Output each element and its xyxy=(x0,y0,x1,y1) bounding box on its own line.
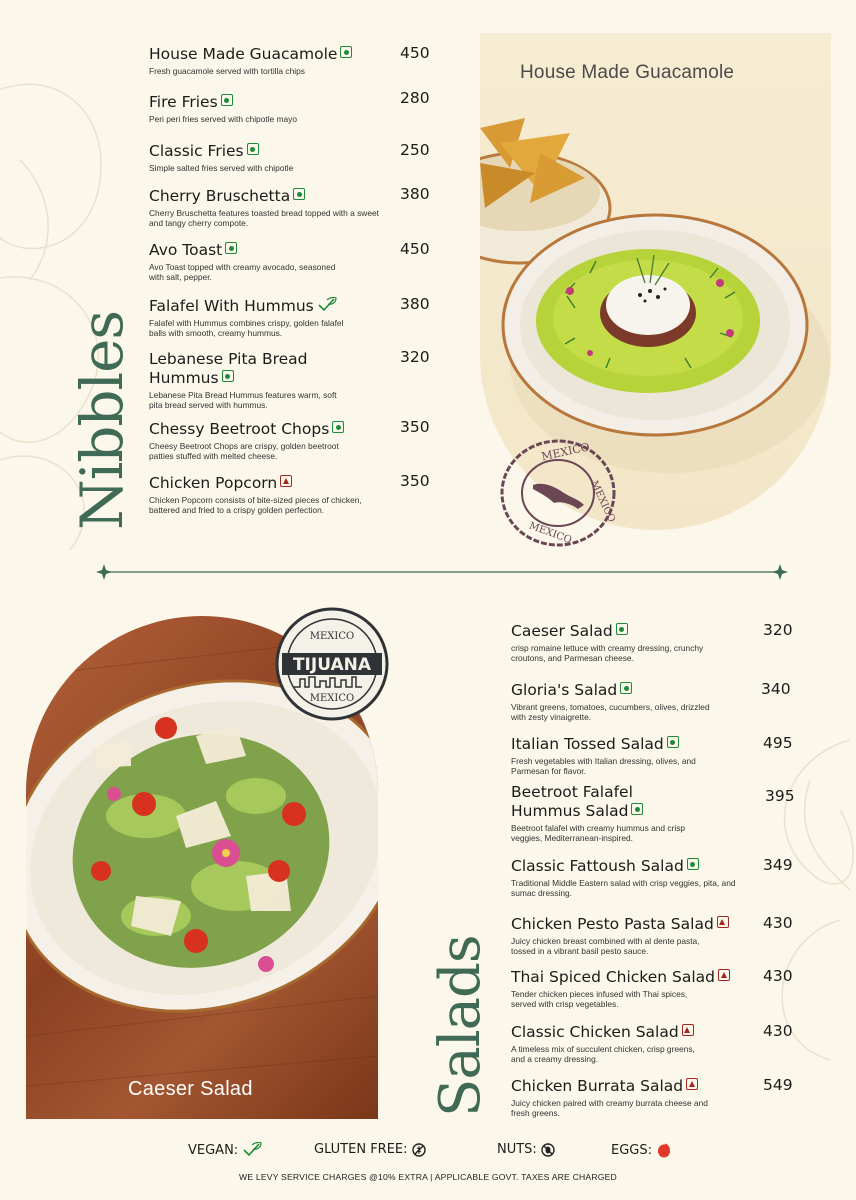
menu-item xyxy=(149,419,379,462)
stamp-text-top: MEXICO xyxy=(540,440,591,464)
veg-mark-icon xyxy=(687,858,699,870)
menu-item xyxy=(511,734,751,777)
veg-mark-icon xyxy=(222,370,234,382)
vegan-leaf-icon xyxy=(242,1142,262,1158)
vegan-leaf-icon xyxy=(317,297,337,313)
nonveg-mark-icon xyxy=(717,916,729,928)
item-description: Beetroot falafel with creamy hummus and crisp veggies, Mediterranean-inspired. xyxy=(511,823,686,844)
item-price: 450 xyxy=(400,44,430,62)
veg-mark-icon xyxy=(225,242,237,254)
nonveg-mark-icon xyxy=(682,1024,694,1036)
item-name: Beetroot Falafel Hummus Salad xyxy=(511,783,633,820)
item-price: 549 xyxy=(763,1076,793,1094)
menu-item xyxy=(511,680,751,723)
item-name: Classic Chicken Salad xyxy=(511,1023,679,1041)
veg-mark-icon xyxy=(221,94,233,106)
service-charge-note: WE LEVY SERVICE CHARGES @10% EXTRA | APPLICABLE GOVT. TAXES ARE CHARGED xyxy=(239,1172,617,1182)
veg-mark-icon xyxy=(620,682,632,694)
item-price: 340 xyxy=(761,680,791,698)
item-description: Fresh guacamole served with tortilla chips xyxy=(149,66,305,76)
nibbles-section-title: Nibbles xyxy=(68,310,136,530)
veg-mark-icon xyxy=(332,421,344,433)
item-description: Juicy chicken breast combined with al dente pasta, tossed in a vibrant basil pesto sauce. xyxy=(511,936,700,957)
veg-mark-icon xyxy=(667,736,679,748)
menu-item xyxy=(149,296,379,339)
menu-item xyxy=(511,782,686,844)
item-price: 495 xyxy=(763,734,793,752)
legend-label: GLUTEN FREE: xyxy=(314,1142,408,1157)
legend-label: EGGS: xyxy=(611,1142,652,1158)
menu-item xyxy=(149,44,379,76)
item-description: crisp romaine lettuce with creamy dressing, crunchy croutons, and Parmesan cheese. xyxy=(511,643,704,664)
item-description: Cheesy Beetroot Chops are crispy, golden beetroot patties stuffed with melted cheese. xyxy=(149,441,339,462)
menu-item xyxy=(149,473,379,516)
item-name: Fire Fries xyxy=(149,93,218,111)
item-description: Fresh vegetables with Italian dressing, olives, and Parmesan for flavor. xyxy=(511,756,696,777)
salads-section-title: Salads xyxy=(428,935,493,1117)
item-price: 430 xyxy=(763,914,793,932)
nibbles-list xyxy=(149,44,439,534)
item-name: Italian Tossed Salad xyxy=(511,735,664,753)
veg-mark-icon xyxy=(293,188,305,200)
item-price: 280 xyxy=(400,89,430,107)
menu-item xyxy=(511,856,751,899)
item-name: Lebanese Pita Bread Hummus xyxy=(149,350,308,387)
item-name: Chicken Pesto Pasta Salad xyxy=(511,915,714,933)
nonveg-mark-icon xyxy=(686,1078,698,1090)
item-description: Chicken Popcorn consists of bite-sized pieces of chicken, battered and fried to a crispy golden perfection. xyxy=(149,495,362,516)
menu-item xyxy=(511,914,761,957)
item-name: Chicken Popcorn xyxy=(149,474,278,492)
mexico-stamp-logo xyxy=(498,437,618,549)
guacamole-caption: House Made Guacamole xyxy=(520,62,735,83)
item-price: 320 xyxy=(763,621,793,639)
menu-item xyxy=(149,240,339,283)
veg-mark-icon xyxy=(616,623,628,635)
item-description: Peri peri fries served with chipotle mayo xyxy=(149,114,298,124)
veg-mark-icon xyxy=(631,803,643,815)
item-name: Gloria's Salad xyxy=(511,681,618,699)
item-name: Falafel With Hummus xyxy=(149,297,314,315)
item-price: 450 xyxy=(400,240,430,258)
menu-item xyxy=(149,92,379,124)
veg-mark-icon xyxy=(340,46,352,58)
menu-item xyxy=(149,141,379,173)
item-price: 380 xyxy=(400,185,430,203)
menu-item xyxy=(511,621,751,664)
legend-eggs xyxy=(611,1142,672,1158)
legend-label: VEGAN: xyxy=(188,1142,239,1158)
legend-label: NUTS: xyxy=(497,1142,537,1157)
menu-item xyxy=(511,967,761,1010)
nonveg-mark-icon xyxy=(280,475,292,487)
item-name: Caeser Salad xyxy=(511,622,613,640)
item-price: 350 xyxy=(400,472,430,490)
stamp-text-right: MEXICO xyxy=(588,479,617,525)
item-name: House Made Guacamole xyxy=(149,45,338,63)
item-price: 430 xyxy=(763,1022,793,1040)
stamp-text-top: MEXICO xyxy=(309,631,355,642)
item-description: Tender chicken pieces infused with Thai spices, served with crisp vegetables. xyxy=(511,989,688,1010)
item-description: Avo Toast topped with creamy avocado, seasoned with salt, pepper. xyxy=(149,262,336,283)
nuts-icon xyxy=(541,1143,555,1157)
menu-item xyxy=(149,186,379,229)
item-name: Chicken Burrata Salad xyxy=(511,1077,684,1095)
tijuana-stamp-logo xyxy=(272,605,392,723)
item-name: Classic Fries xyxy=(149,142,244,160)
legend-vegan xyxy=(188,1142,262,1158)
item-price: 250 xyxy=(400,141,430,159)
item-description: Cherry Bruschetta features toasted bread topped with a sweet and tangy cherry compote. xyxy=(149,208,379,229)
veg-mark-icon xyxy=(247,143,259,155)
menu-item xyxy=(511,1022,751,1065)
item-price: 395 xyxy=(765,787,795,805)
item-description: Juicy chicken paired with creamy burrata cheese and fresh greens. xyxy=(511,1098,708,1119)
item-name: Chessy Beetroot Chops xyxy=(149,420,330,438)
section-divider xyxy=(96,563,788,581)
item-name: Classic Fattoush Salad xyxy=(511,857,684,875)
stamp-text-tijuana: TIJUANA xyxy=(292,655,372,675)
item-description: Simple salted fries served with chipotle xyxy=(149,163,294,173)
legend-nuts xyxy=(497,1142,555,1157)
item-price: 430 xyxy=(763,967,793,985)
item-description: Falafel with Hummus combines crispy, golden falafel balls with smooth, creamy hummus. xyxy=(149,318,344,339)
caeser-salad-caption: Caeser Salad xyxy=(128,1078,253,1100)
item-description: Traditional Middle Eastern salad with crisp veggies, pita, and sumac dressing. xyxy=(511,878,736,899)
item-description: A timeless mix of succulent chicken, crisp greens, and a creamy dressing. xyxy=(511,1044,695,1065)
menu-item xyxy=(511,1076,751,1119)
item-description: Lebanese Pita Bread Hummus features warm, soft pita bread served with hummus. xyxy=(149,390,337,411)
legend-gluten-free xyxy=(314,1142,426,1157)
item-price: 320 xyxy=(400,348,430,366)
stamp-text-bottom: MEXICO xyxy=(527,520,574,547)
salads-list xyxy=(511,621,801,1121)
item-description: Vibrant greens, tomatoes, cucumbers, olives, drizzled with zesty vinaigrette. xyxy=(511,702,710,723)
item-price: 349 xyxy=(763,856,793,874)
item-name: Avo Toast xyxy=(149,241,223,259)
menu-item xyxy=(149,349,354,411)
nonveg-mark-icon xyxy=(718,969,730,981)
egg-icon xyxy=(656,1142,672,1158)
item-name: Thai Spiced Chicken Salad xyxy=(511,968,715,986)
item-name: Cherry Bruschetta xyxy=(149,187,291,205)
stamp-text-bottom: MEXICO xyxy=(309,693,355,704)
item-price: 350 xyxy=(400,418,430,436)
gluten-free-icon xyxy=(412,1143,426,1157)
item-price: 380 xyxy=(400,295,430,313)
